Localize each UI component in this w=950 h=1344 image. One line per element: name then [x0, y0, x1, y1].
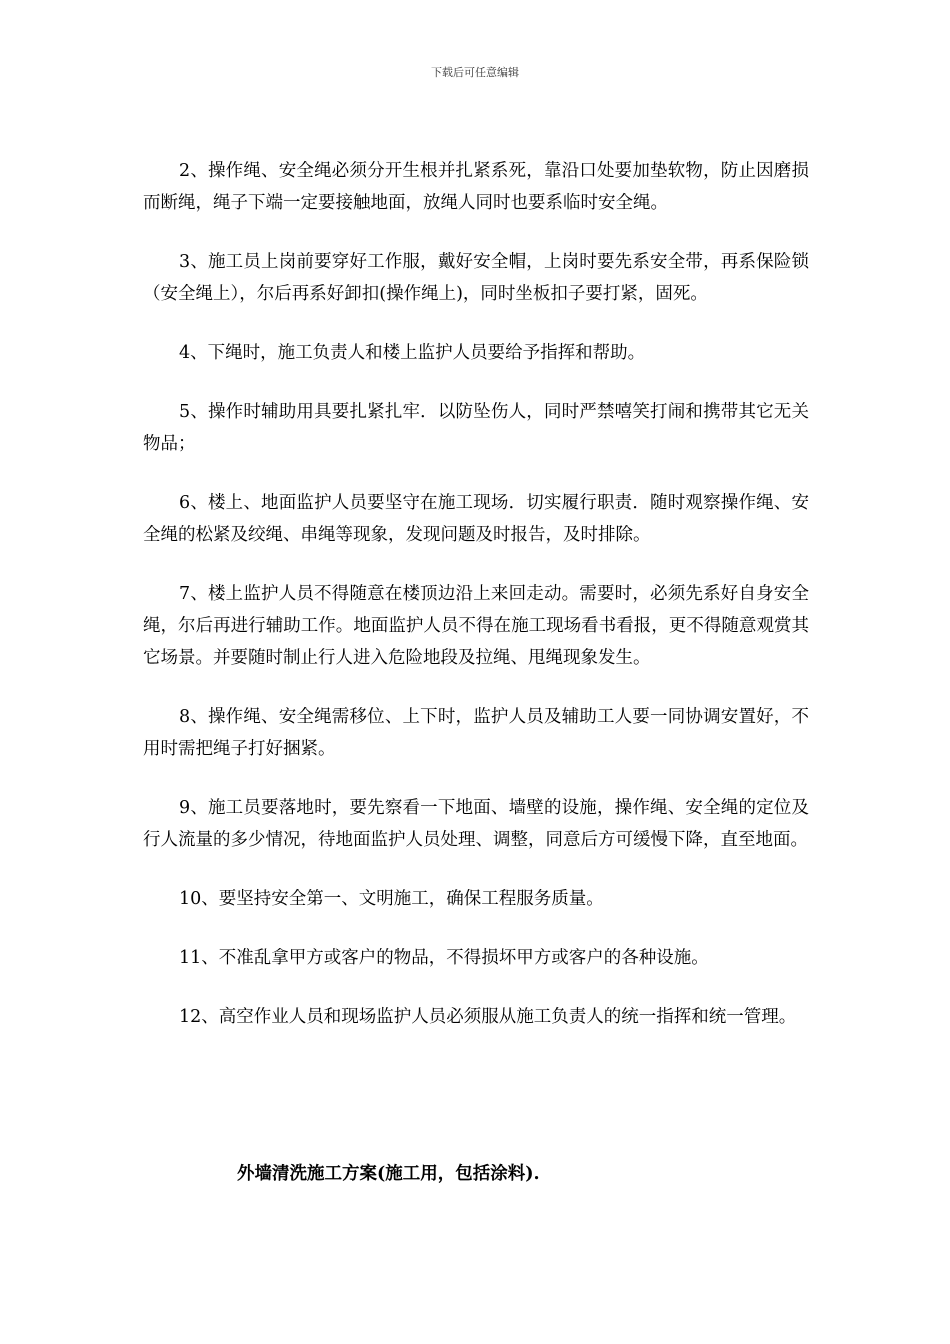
paragraph-item-7: 7、楼上监护人员不得随意在楼顶边沿上来回走动。需要时，必须先系好自身安全绳，尔后再进行辅助工作。地面监护人员不得在施工现场看书看报，更不得随意观赏其它场景。并要随时制止行人进入危险地段及拉绳、甩绳现象发生。	[143, 584, 809, 668]
paragraph-item-5: 5、操作时辅助用具要扎紧扎牢．以防坠伤人，同时严禁嘻笑打闹和携带其它无关物品；	[143, 402, 809, 454]
paragraph-item-2: 2、操作绳、安全绳必须分开生根并扎紧系死，靠沿口处要加垫软物，防止因磨损而断绳，绳子下端一定要接触地面，放绳人同时也要系临时安全绳。	[143, 161, 809, 213]
paragraph-item-12: 12、高空作业人员和现场监护人员必须服从施工负责人的统一指挥和统一管理。	[179, 1007, 797, 1027]
paragraph-item-9: 9、施工员要落地时，要先察看一下地面、墙壁的设施，操作绳、安全绳的定位及行人流量的多少情况，待地面监护人员处理、调整，同意后方可缓慢下降，直至地面。	[143, 798, 809, 850]
paragraph-item-8: 8、操作绳、安全绳需移位、上下时，监护人员及辅助工人要一同协调安置好，不用时需把绳子打好捆紧。	[143, 707, 809, 759]
paragraph-item-10: 10、要坚持安全第一、文明施工，确保工程服务质量。	[179, 889, 604, 909]
paragraph-item-3: 3、施工员上岗前要穿好工作服，戴好安全帽，上岗时要先系安全带，再系保险锁（安全绳上），尔后再系好卸扣(操作绳上)，同时坐板扣子要打紧，固死。	[143, 252, 809, 304]
paragraph-item-4: 4、下绳时，施工负责人和楼上监护人员要给予指挥和帮助。	[179, 343, 646, 363]
section-title: 外墙清洗施工方案(施工用，包括涂料).	[237, 1164, 540, 1184]
paragraph-item-6: 6、楼上、地面监护人员要坚守在施工现场．切实履行职责．随时观察操作绳、安全绳的松紧及绞绳、串绳等现象，发现问题及时报告，及时排除。	[143, 493, 809, 545]
document-body	[143, 155, 809, 1033]
page-header-note: 下载后可任意编辑	[431, 66, 519, 79]
paragraph-item-11: 11、不准乱拿甲方或客户的物品，不得损坏甲方或客户的各种设施。	[179, 948, 709, 968]
